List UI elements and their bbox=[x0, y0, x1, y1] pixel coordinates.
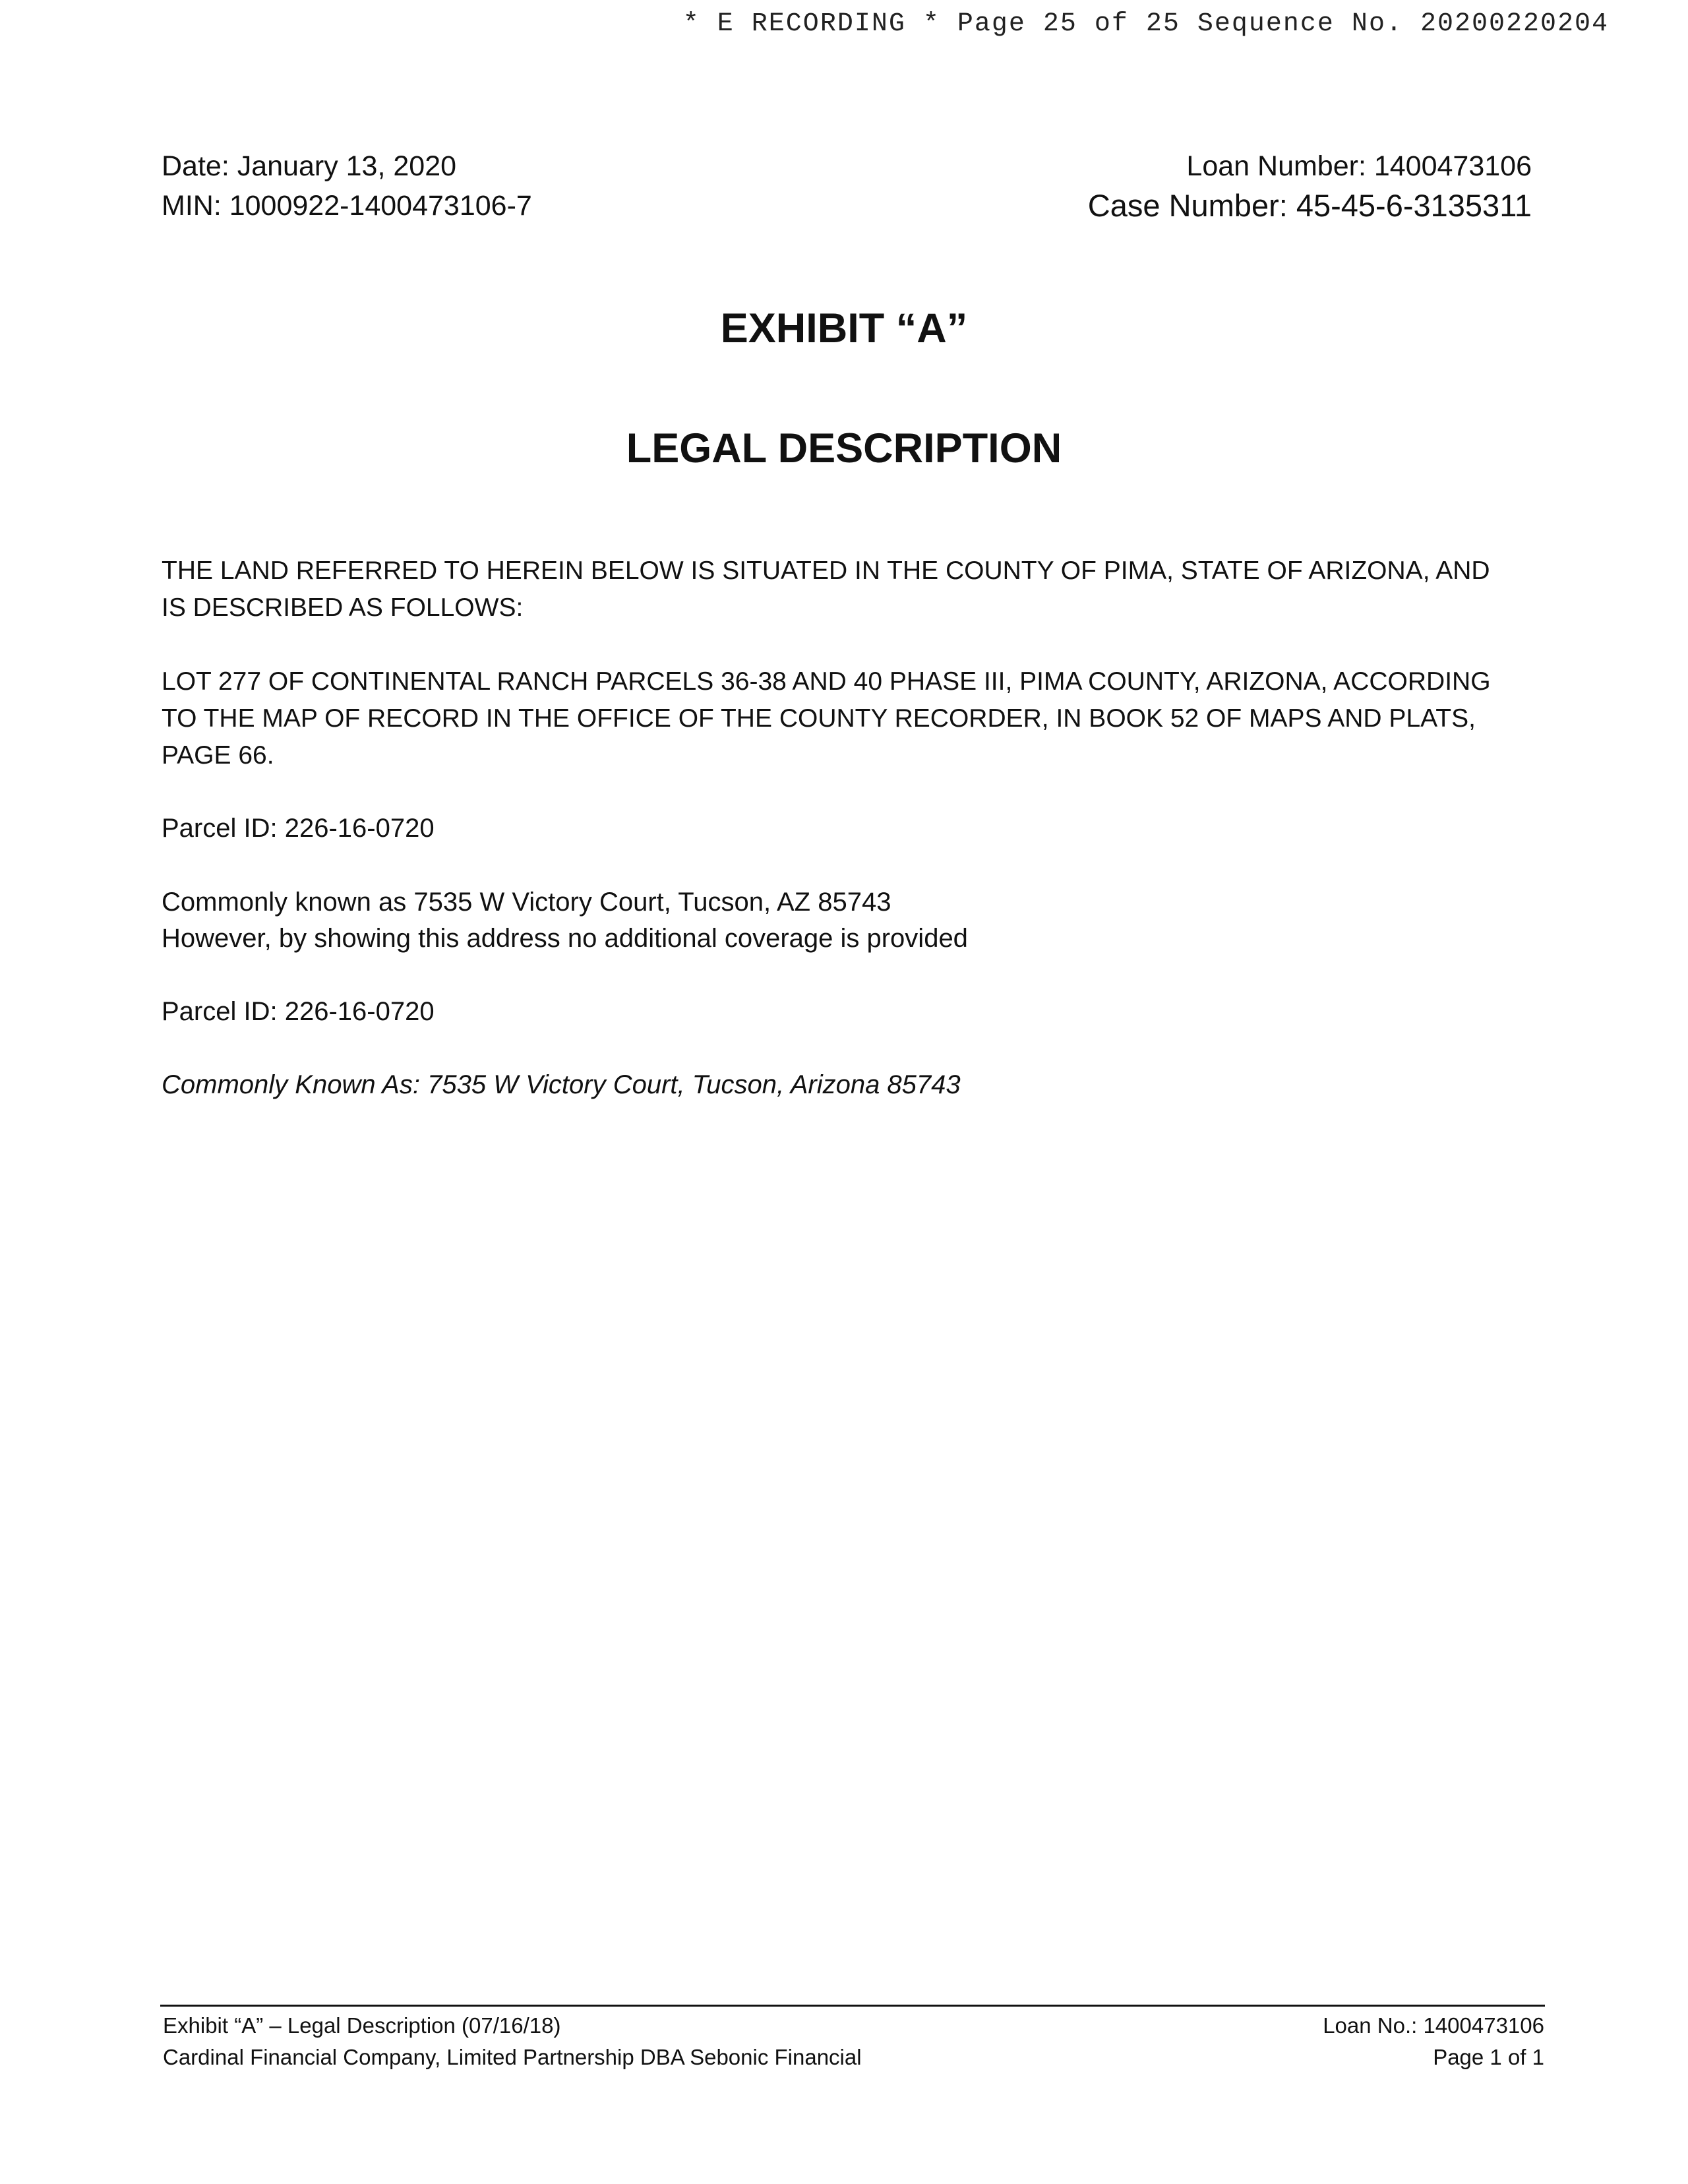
parcel-id-repeat: Parcel ID: 226-16-0720 bbox=[162, 997, 435, 1026]
case-number: Case Number: 45-45-6-3135311 bbox=[1087, 188, 1532, 223]
footer-page-number: Page 1 of 1 bbox=[1433, 2045, 1544, 2069]
land-line-2: IS DESCRIBED AS FOLLOWS: bbox=[162, 593, 524, 622]
footer-loan-number: Loan No.: 1400473106 bbox=[1323, 2013, 1544, 2038]
footer-right bbox=[1323, 2010, 1544, 2073]
lot-line-1: LOT 277 OF CONTINENTAL RANCH PARCELS 36-38 AND 40 PHASE III, PIMA COUNTY, ARIZONA, ACCORDING bbox=[162, 667, 1491, 696]
exhibit-title: EXHIBIT “A” bbox=[720, 305, 968, 351]
footer-divider bbox=[160, 2005, 1545, 2007]
lot-line-3: PAGE 66. bbox=[162, 741, 274, 770]
footer-document-title: Exhibit “A” – Legal Description (07/16/18) bbox=[163, 2013, 561, 2038]
land-situation-paragraph bbox=[162, 553, 1546, 626]
header-right bbox=[1088, 146, 1532, 226]
legal-description-title: LEGAL DESCRIPTION bbox=[626, 425, 1062, 471]
lot-description-paragraph bbox=[162, 663, 1546, 774]
footer-left bbox=[163, 2010, 862, 2073]
min-number: MIN: 1000922-1400473106-7 bbox=[162, 190, 532, 222]
parcel-id: Parcel ID: 226-16-0720 bbox=[162, 814, 435, 843]
commonly-known-address: Commonly known as 7535 W Victory Court, Tucson, AZ 85743 bbox=[162, 888, 891, 917]
loan-number: Loan Number: 1400473106 bbox=[1186, 150, 1532, 182]
commonly-known-as: Commonly Known As: 7535 W Victory Court, Tucson, Arizona 85743 bbox=[162, 1070, 961, 1099]
coverage-note: However, by showing this address no additional coverage is provided bbox=[162, 924, 968, 953]
document-date: Date: January 13, 2020 bbox=[162, 150, 457, 182]
footer-company: Cardinal Financial Company, Limited Partnership DBA Sebonic Financial bbox=[163, 2045, 862, 2069]
recording-stamp: * E RECORDING * Page 25 of 25 Sequence No. 20200220204 bbox=[682, 9, 1609, 39]
header-left bbox=[162, 146, 532, 226]
land-line-1: THE LAND REFERRED TO HEREIN BELOW IS SITUATED IN THE COUNTY OF PIMA, STATE OF ARIZONA, AND bbox=[162, 557, 1490, 585]
lot-line-2: TO THE MAP OF RECORD IN THE OFFICE OF THE COUNTY RECORDER, IN BOOK 52 OF MAPS AND PLATS, bbox=[162, 704, 1476, 733]
